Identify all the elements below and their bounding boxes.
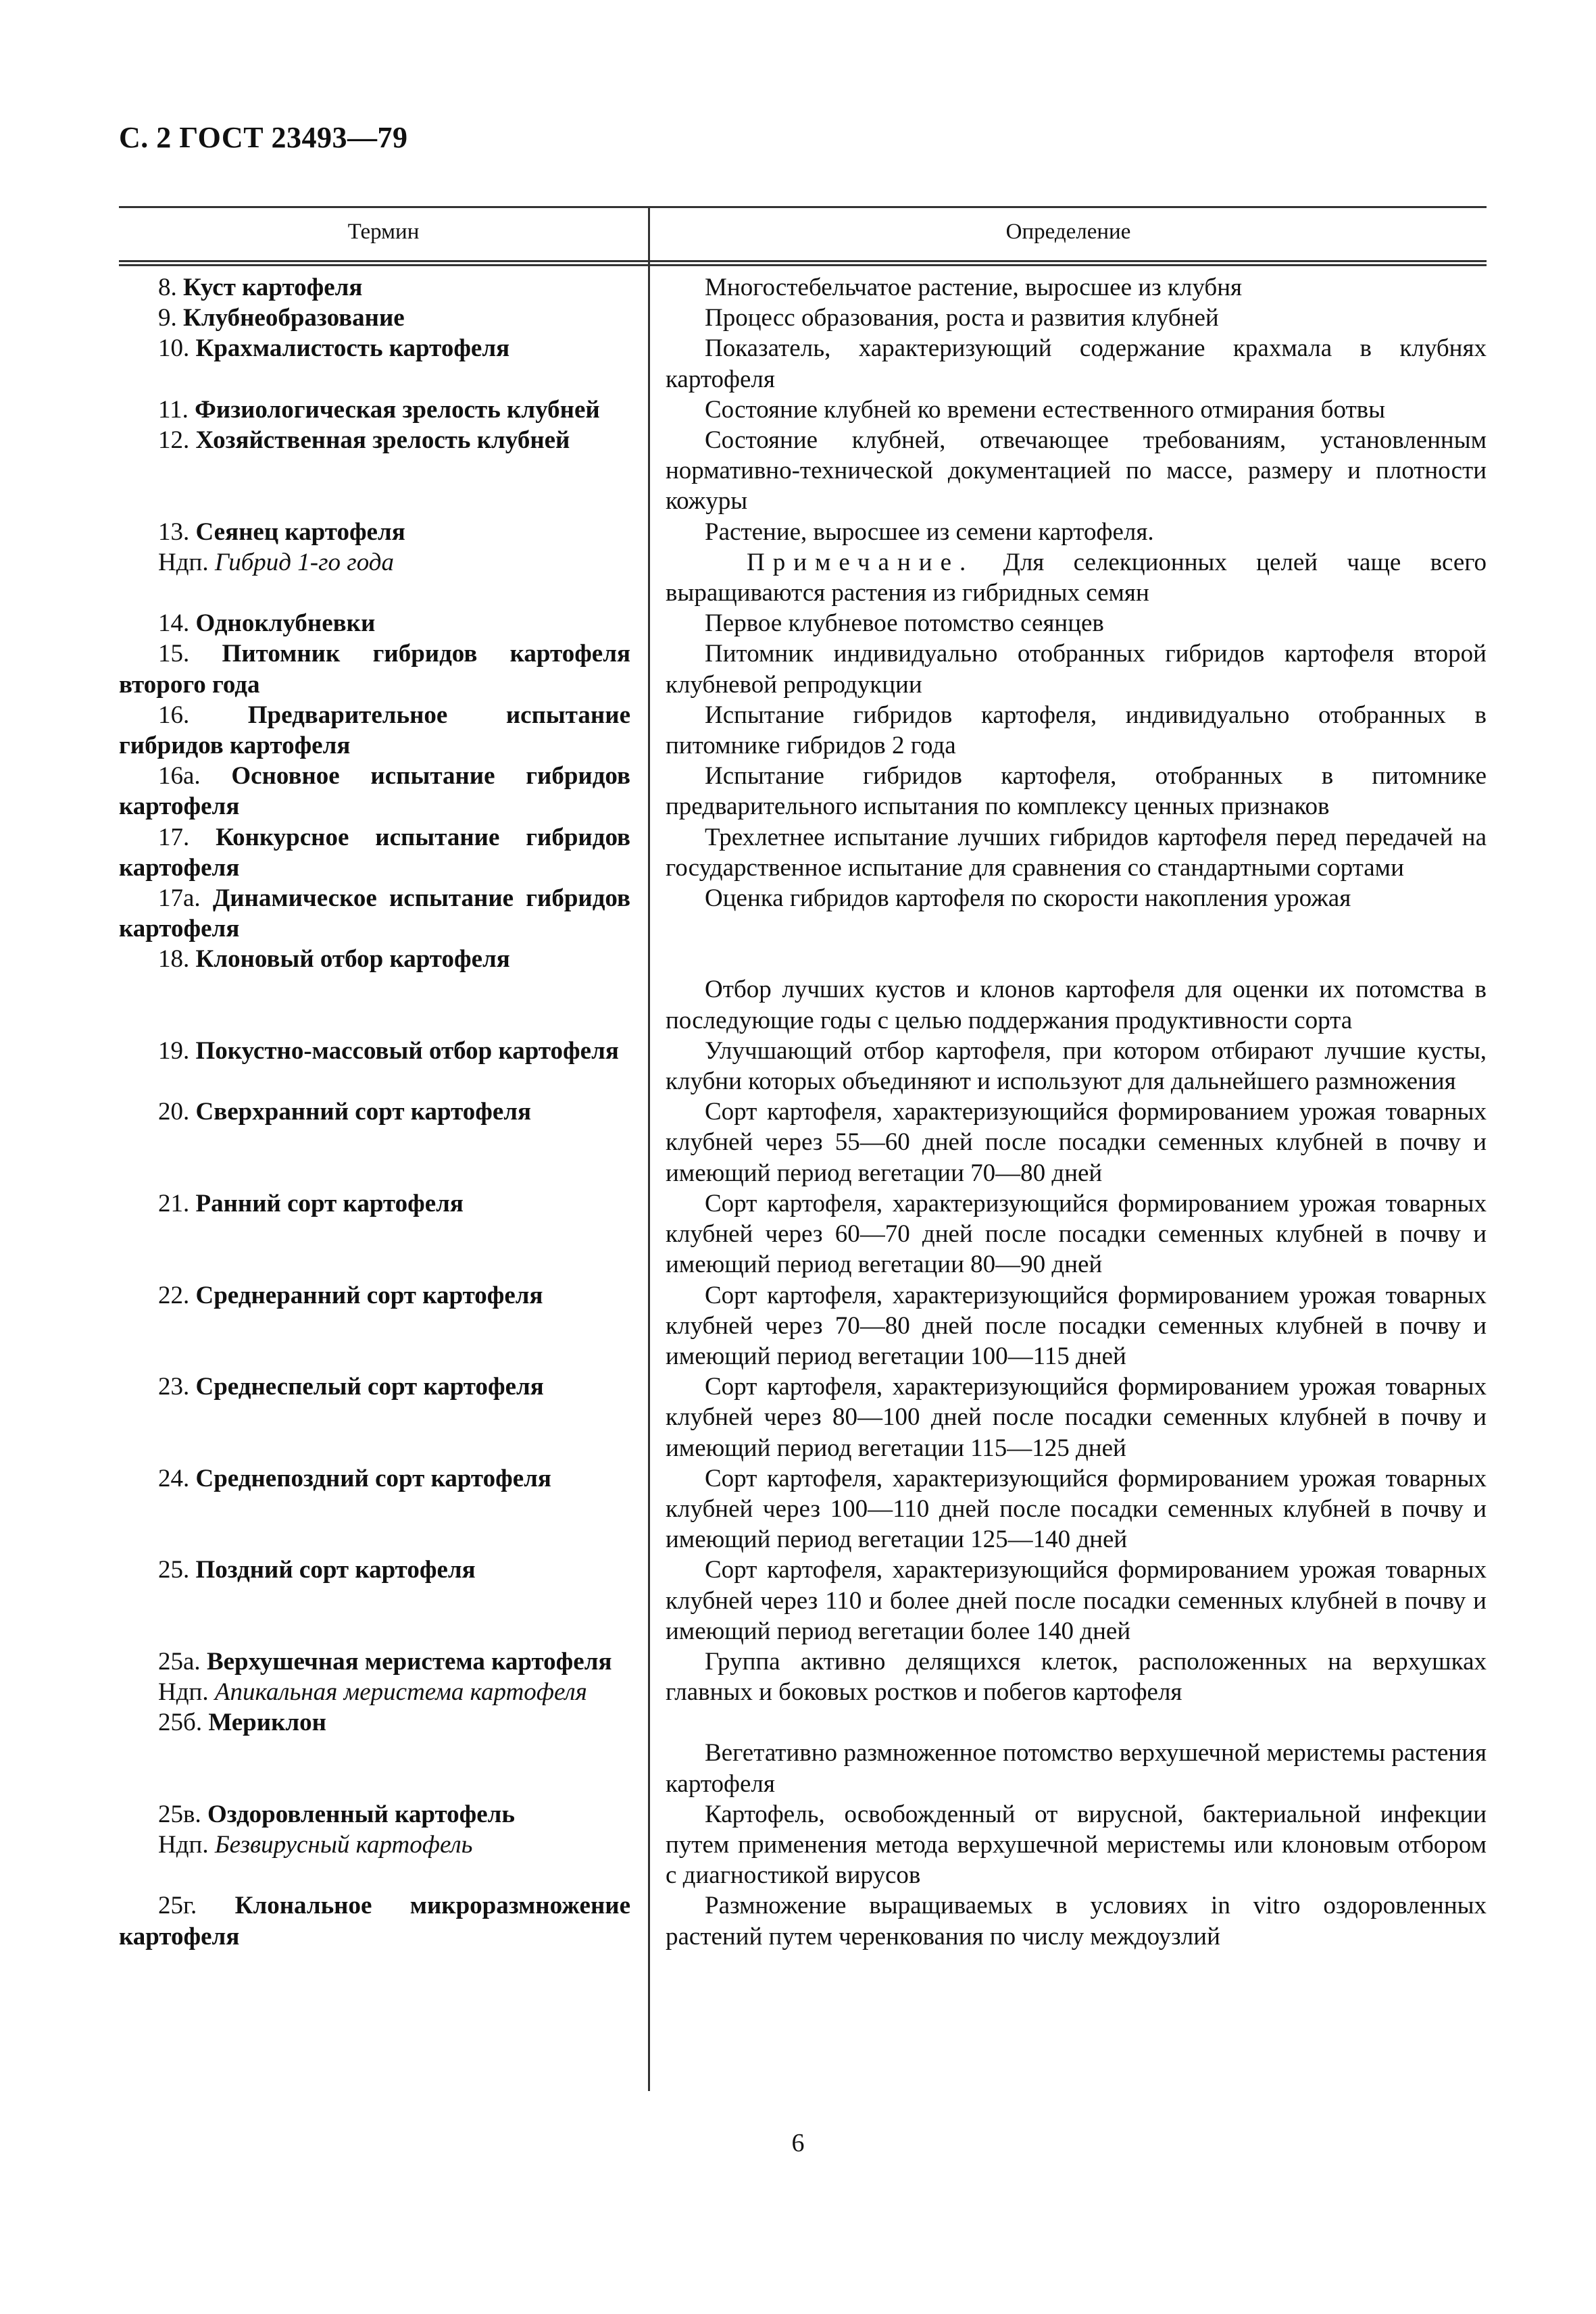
table-row — [119, 333, 1487, 394]
definition-cell: Сорт картофеля, характеризующийся формированием урожая товарных клубней через 60—70 дней после посадки семенных клубней в почву и имеющий период вегетации 80—90 дней — [666, 1189, 1487, 1279]
term-cell: 14. Одноклубневки — [158, 609, 376, 638]
term-cell: 20. Сверхранний сорт картофеля — [158, 1098, 532, 1126]
definition-cell: Картофель, освобожденный от вирусной, бактериальной инфекции путем применения метода верхушечной меристемы или клоновым отбором с диагностикой вирусов — [666, 1800, 1487, 1890]
term-cell: 23. Среднеспелый сорт картофеля — [158, 1373, 544, 1401]
term-cell: 25б. Мериклон — [158, 1709, 326, 1737]
term-cell: 12. Хозяйственная зрелость клубней — [158, 426, 570, 455]
table-row — [119, 944, 1487, 1035]
table-row — [119, 1463, 1487, 1555]
term-cell: 9. Клубнеобразование — [158, 304, 405, 332]
definition-cell: Испытание гибридов картофеля, отобранных в питомнике предварительного испытания по комплексу ценных признаков — [666, 762, 1487, 821]
table-row — [119, 1188, 1487, 1280]
term-cell: 25а. Верхушечная меристема картофеля Ндп. Апикальная меристема картофеля — [119, 1646, 648, 1707]
definition-cell: Питомник индивидуально отобранных гибридов картофеля второй клубневой репродукции — [666, 640, 1487, 699]
definition-cell: Первое клубневое потомство сеянцев — [705, 609, 1104, 638]
term-cell: 15. Питомник гибридов картофеля второго года — [119, 640, 630, 699]
term-cell: 25. Поздний сорт картофеля — [158, 1556, 476, 1584]
table-row — [119, 303, 1487, 333]
term-cell: 19. Покустно-массовый отбор картофеля — [158, 1036, 619, 1065]
table-row — [119, 608, 1487, 638]
definition-cell: Состояние клубней ко времени естественного отмирания ботвы — [705, 395, 1385, 424]
definition-cell: Процесс образования, роста и развития клубней — [705, 304, 1219, 332]
table-row — [119, 1372, 1487, 1463]
definition-cell: Сорт картофеля, характеризующийся формированием урожая товарных клубней через 80—100 дней после посадки семенных клубней в почву и имеющий период вегетации 115—125 дней — [666, 1373, 1487, 1462]
term-cell: 16а. Основное испытание гибридов картофеля — [119, 762, 630, 821]
table-row — [119, 1799, 1487, 1891]
table-row — [119, 395, 1487, 425]
table-row — [119, 517, 1487, 609]
table-row — [119, 272, 1487, 303]
definition-cell: Сорт картофеля, характеризующийся формированием урожая товарных клубней через 110 и более дней после посадки семенных клубней в почву и имеющий период вегетации более 140 дней — [666, 1556, 1487, 1645]
table-row — [119, 1555, 1487, 1646]
table-row — [119, 425, 1487, 517]
table-row — [119, 1280, 1487, 1372]
definition-cell: Сорт картофеля, характеризующийся формированием урожая товарных клубней через 70—80 дней после посадки семенных клубней в почву и имеющий период вегетации 100—115 дней — [666, 1281, 1487, 1370]
definition-cell: Улучшающий отбор картофеля, при котором отбирают лучшие кусты, клубни которых объединяют и используют для дальнейшего размножения — [666, 1036, 1487, 1096]
definition-cell: Испытание гибридов картофеля, индивидуально отобранных в питомнике гибридов 2 года — [666, 701, 1487, 760]
term-cell: 17. Конкурсное испытание гибридов картофеля — [119, 823, 630, 882]
definition-cell: Показатель, характеризующий содержание крахмала в клубнях картофеля — [666, 334, 1487, 393]
table-top-rule — [119, 206, 1487, 208]
definition-cell: Группа активно делящихся клеток, расположенных на верхушках главных и боковых ростков и побегов картофеля — [666, 1647, 1487, 1707]
definition-cell: Сорт картофеля, характеризующийся формированием урожая товарных клубней через 100—110 дней после посадки семенных клубней в почву и имеющий период вегетации 125—140 дней — [666, 1464, 1487, 1554]
term-cell: 24. Среднепоздний сорт картофеля — [158, 1464, 551, 1492]
term-cell: 13. Сеянец картофеля Ндп. Гибрид 1-го года — [119, 517, 648, 609]
term-cell: 17а. Динамическое испытание гибридов картофеля — [119, 884, 630, 943]
term-cell: 18. Клоновый отбор картофеля — [158, 945, 510, 974]
term-cell: 10. Крахмалистость картофеля — [158, 334, 510, 363]
page-number: 6 — [791, 2129, 805, 2157]
deprecated-term: Ндп. Апикальная меристема картофеля — [158, 1678, 587, 1707]
table-row — [119, 1646, 1487, 1707]
definition-cell: Отбор лучших кустов и клонов картофеля для оценки их потомства в последующие годы с целью поддержания продуктивности сорта — [666, 976, 1487, 1034]
definition-cell: Растение, выросшее из семени картофеля. Примечание. Для селекционных целей чаще всего выращиваются растения из гибридных семян — [648, 517, 1487, 609]
definition-cell: Вегетативно размноженное потомство верхушечной меристемы растения картофеля — [666, 1739, 1487, 1798]
table-row — [119, 700, 1487, 761]
definition-cell: Многостебельчатое растение, выросшее из клубня — [705, 274, 1243, 301]
table-row — [119, 1890, 1487, 1951]
table-row — [119, 1707, 1487, 1799]
header-rule-1 — [119, 260, 1487, 262]
term-cell: 11. Физиологическая зрелость клубней — [158, 395, 600, 424]
definition-cell: Трехлетнее испытание лучших гибридов картофеля перед передачей на государственное испытание для сравнения со стандартными сортами — [666, 823, 1487, 882]
column-header-term: Термин — [347, 220, 420, 244]
deprecated-term: Ндп. Безвирусный картофель — [158, 1830, 473, 1859]
term-cell: 25в. Оздоровленный картофель Ндп. Безвирусный картофель — [119, 1799, 648, 1891]
term-cell: 21. Ранний сорт картофеля — [158, 1189, 464, 1217]
table-row — [119, 638, 1487, 699]
definition-cell: Размножение выращиваемых в условиях in vitro оздоровленных растений путем черенкования по числу междоузлий — [666, 1892, 1487, 1951]
table-row — [119, 761, 1487, 822]
note: Примечание. Для селекционных целей чаще всего выращиваются растения из гибридных семян — [666, 548, 1487, 607]
table-row — [119, 1097, 1487, 1188]
table-row — [119, 1036, 1487, 1097]
term-cell: 22. Среднеранний сорт картофеля — [158, 1281, 543, 1309]
definition-cell: Состояние клубней, отвечающее требованиям, установленным нормативно-технической документацией по массе, размеру и плотности кожуры — [666, 426, 1487, 515]
page-header: С. 2 ГОСТ 23493—79 — [119, 121, 408, 154]
table-row — [119, 883, 1487, 944]
deprecated-term: Ндп. Гибрид 1-го года — [158, 548, 394, 576]
term-cell: 8. Куст картофеля — [158, 274, 363, 301]
term-cell: 25г. Клональное микроразмножение картофеля — [119, 1892, 631, 1951]
column-header-definition: Определение — [1005, 220, 1131, 244]
definition-cell: Сорт картофеля, характеризующийся формированием урожая товарных клубней через 55—60 дней после посадки семенных клубней в почву и имеющий период вегетации 70—80 дней — [666, 1098, 1487, 1187]
definition-cell: Оценка гибридов картофеля по скорости накопления урожая — [705, 884, 1351, 913]
table-row — [119, 822, 1487, 883]
table-body — [119, 272, 1487, 1952]
term-cell: 16. Предварительное испытание гибридов картофеля — [119, 701, 630, 760]
header-rule-2 — [119, 264, 1487, 266]
